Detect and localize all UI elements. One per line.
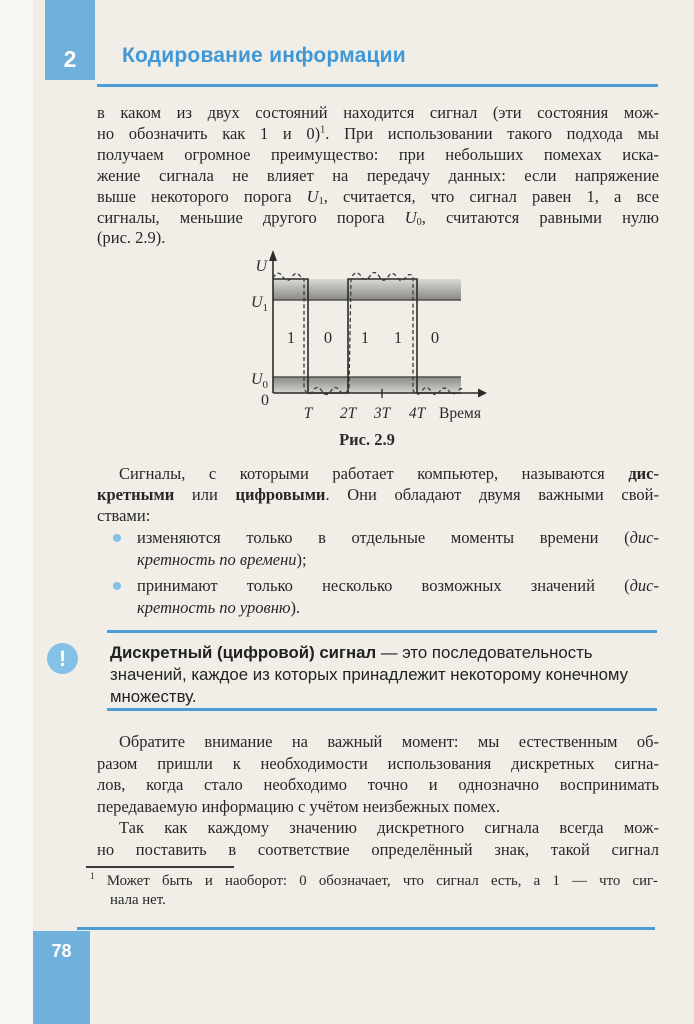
bit-label: 0: [430, 328, 440, 347]
figure-2-9: [235, 248, 490, 453]
paragraph-signals: Сигналы, с которыми работает компьютер, называются дис- кретными или цифровыми. Они обладают двумя важными свой- ствами:: [97, 464, 659, 525]
tick-label-T: T: [303, 405, 313, 422]
y-axis-label: U: [255, 258, 267, 275]
origin-label: 0: [261, 392, 269, 409]
y-axis: [269, 250, 277, 393]
chapter-title: Кодирование информации: [122, 44, 406, 67]
bit-label: 1: [393, 328, 403, 347]
chapter-number-box: [45, 0, 95, 80]
x-axis-arrow-icon: [478, 389, 487, 398]
threshold-high-label: $U_1$: [250, 294, 268, 314]
bit-label: 1: [360, 328, 370, 347]
time-axis-label: Время: [439, 405, 481, 422]
header-rule: [97, 84, 658, 87]
list-item: [97, 527, 659, 571]
tick-labels: [304, 405, 427, 422]
upper-threshold-band: [273, 279, 461, 300]
threshold-low-label: $U_0$: [250, 371, 268, 391]
list-item-text: принимают только несколько возможных значений (дис- кретность по уровню).: [137, 576, 659, 617]
exclamation-icon: !: [47, 643, 78, 674]
footnote-rule: [86, 866, 234, 868]
footnote: $^1$ Может быть и наоборот: 0 обозначает, что сигнал есть, а 1 — что сиг- нала нет.: [90, 871, 658, 908]
lower-threshold-band: [273, 377, 461, 393]
properties-list: [97, 527, 659, 623]
definition-text: Дискретный (цифровой) сигнал — это последовательность значений, каждое из которых принадлежит некоторому конечному множеству.: [110, 643, 629, 706]
bit-label: 1: [286, 328, 296, 347]
page-number-box: [33, 931, 90, 1024]
list-item-text: изменяются только в отдельные моменты времени (дис- кретность по времени);: [137, 528, 659, 569]
tick-label-2T: 2T: [339, 405, 357, 422]
list-item: [97, 575, 659, 619]
tick-label-3T: 3T: [373, 405, 391, 422]
figure-caption: Рис. 2.9: [339, 430, 395, 449]
bullet-icon: [113, 582, 121, 590]
page-number: 78: [51, 941, 72, 961]
definition-box-top-rule: [107, 630, 657, 633]
paragraph-discussion: Обратите внимание на важный момент: мы естественным об- разом пришли к необходимости использования дискретных сигна- лов, когда стало необходимо точно и однозначно воспринимать передаваемую информацию с учётом неизбежных помех. Так как каждому значению дискретного сигнала всегда мож- но поставить в соответствие определённый знак, такой сигнал: [97, 732, 659, 859]
definition-box-bottom-rule: [107, 708, 657, 711]
signal-diagram: [235, 248, 490, 453]
tick-label-4T: 4T: [408, 405, 426, 422]
footer-rule: [77, 927, 655, 930]
chapter-number: 2: [63, 46, 77, 72]
paragraph-intro: в каком из двух состояний находится сигнал (эти состояния мож- но обозначить как 1 и 0)$^1$. При использовании такого подхода мы получаем огромное преимущество: при небольших помехах иска- жение сигнала не влияет на передачу данных: если напряжение выше некоторого порога $U_1$, считается, что сигнал равен 1, а все сигналы, меньшие другого порога $U_0$, считаются равными нулю (рис. 2.9).: [97, 103, 659, 248]
bit-label: 0: [323, 328, 333, 347]
y-axis-arrow-icon: [269, 250, 277, 261]
bullet-icon: [113, 534, 121, 542]
